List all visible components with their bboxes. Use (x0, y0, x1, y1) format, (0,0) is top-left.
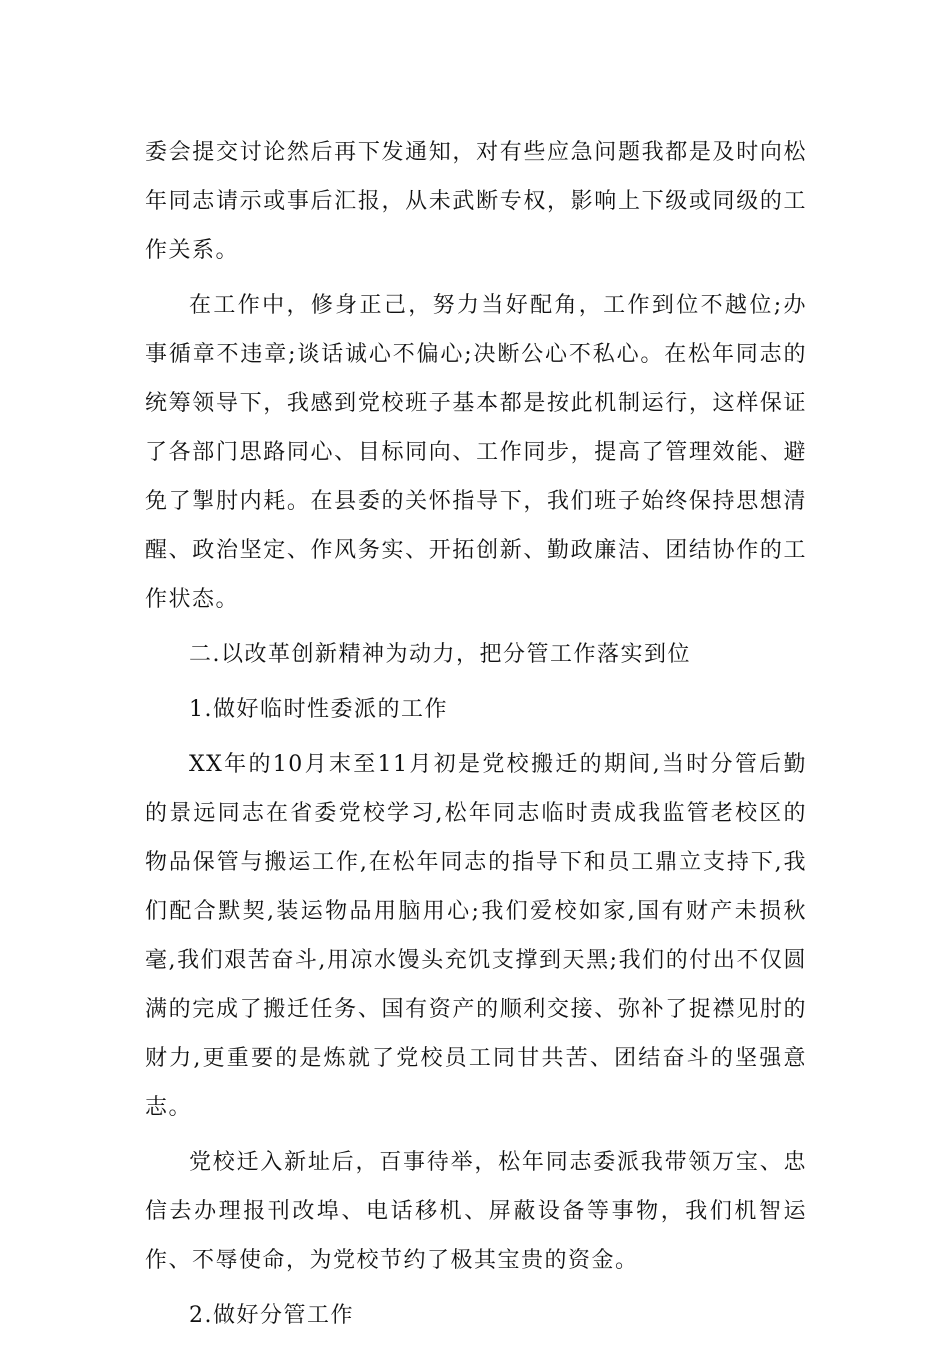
subsection-heading-2: 2.做好分管工作 (189, 1303, 354, 1328)
section-heading-2: 二.以改革创新精神为动力，把分管工作落实到位 (189, 642, 691, 667)
document-body (145, 128, 807, 1346)
subsection-heading-1: 1.做好临时性委派的工作 (189, 697, 448, 722)
paragraph-new-site: 党校迁入新址后，百事待举，松年同志委派我带领万宝、忠信去办理报刊改埠、电话移机、屏蔽设备等事物，我们机智运作、不辱使命，为党校节约了极其宝贵的资金。 (145, 1150, 807, 1273)
paragraph-continued: 委会提交讨论然后再下发通知，对有些应急问题我都是及时向松年同志请示或事后汇报，从未武断专权，影响上下级或同级的工作关系。 (145, 140, 807, 263)
paragraph-relocation: XX年的10月末至11月初是党校搬迁的期间,当时分管后勤的景远同志在省委党校学习,松年同志临时责成我监管老校区的物品保管与搬运工作,在松年同志的指导下和员工鼎立支持下,我们配合默契,装运物品用脑用心;我们爱校如家,国有财产未损秋毫,我们艰苦奋斗,用凉水馒头充饥支撑到天黑;我们的付出不仅圆满的完成了搬迁任务、国有资产的顺利交接、弥补了捉襟见肘的财力,更重要的是炼就了党校员工同甘共苦、团结奋斗的坚强意志。 (145, 752, 807, 1120)
paragraph-work-principles: 在工作中，修身正己，努力当好配角，工作到位不越位;办事循章不违章;谈话诚心不偏心;决断公心不私心。在松年同志的统筹领导下，我感到党校班子基本都是按此机制运行，这样保证了各部门思路同心、目标同向、工作同步，提高了管理效能、避免了掣肘内耗。在县委的关怀指导下，我们班子始终保持思想清醒、政治坚定、作风务实、开拓创新、勤政廉洁、团结协作的工作状态。 (145, 293, 807, 612)
